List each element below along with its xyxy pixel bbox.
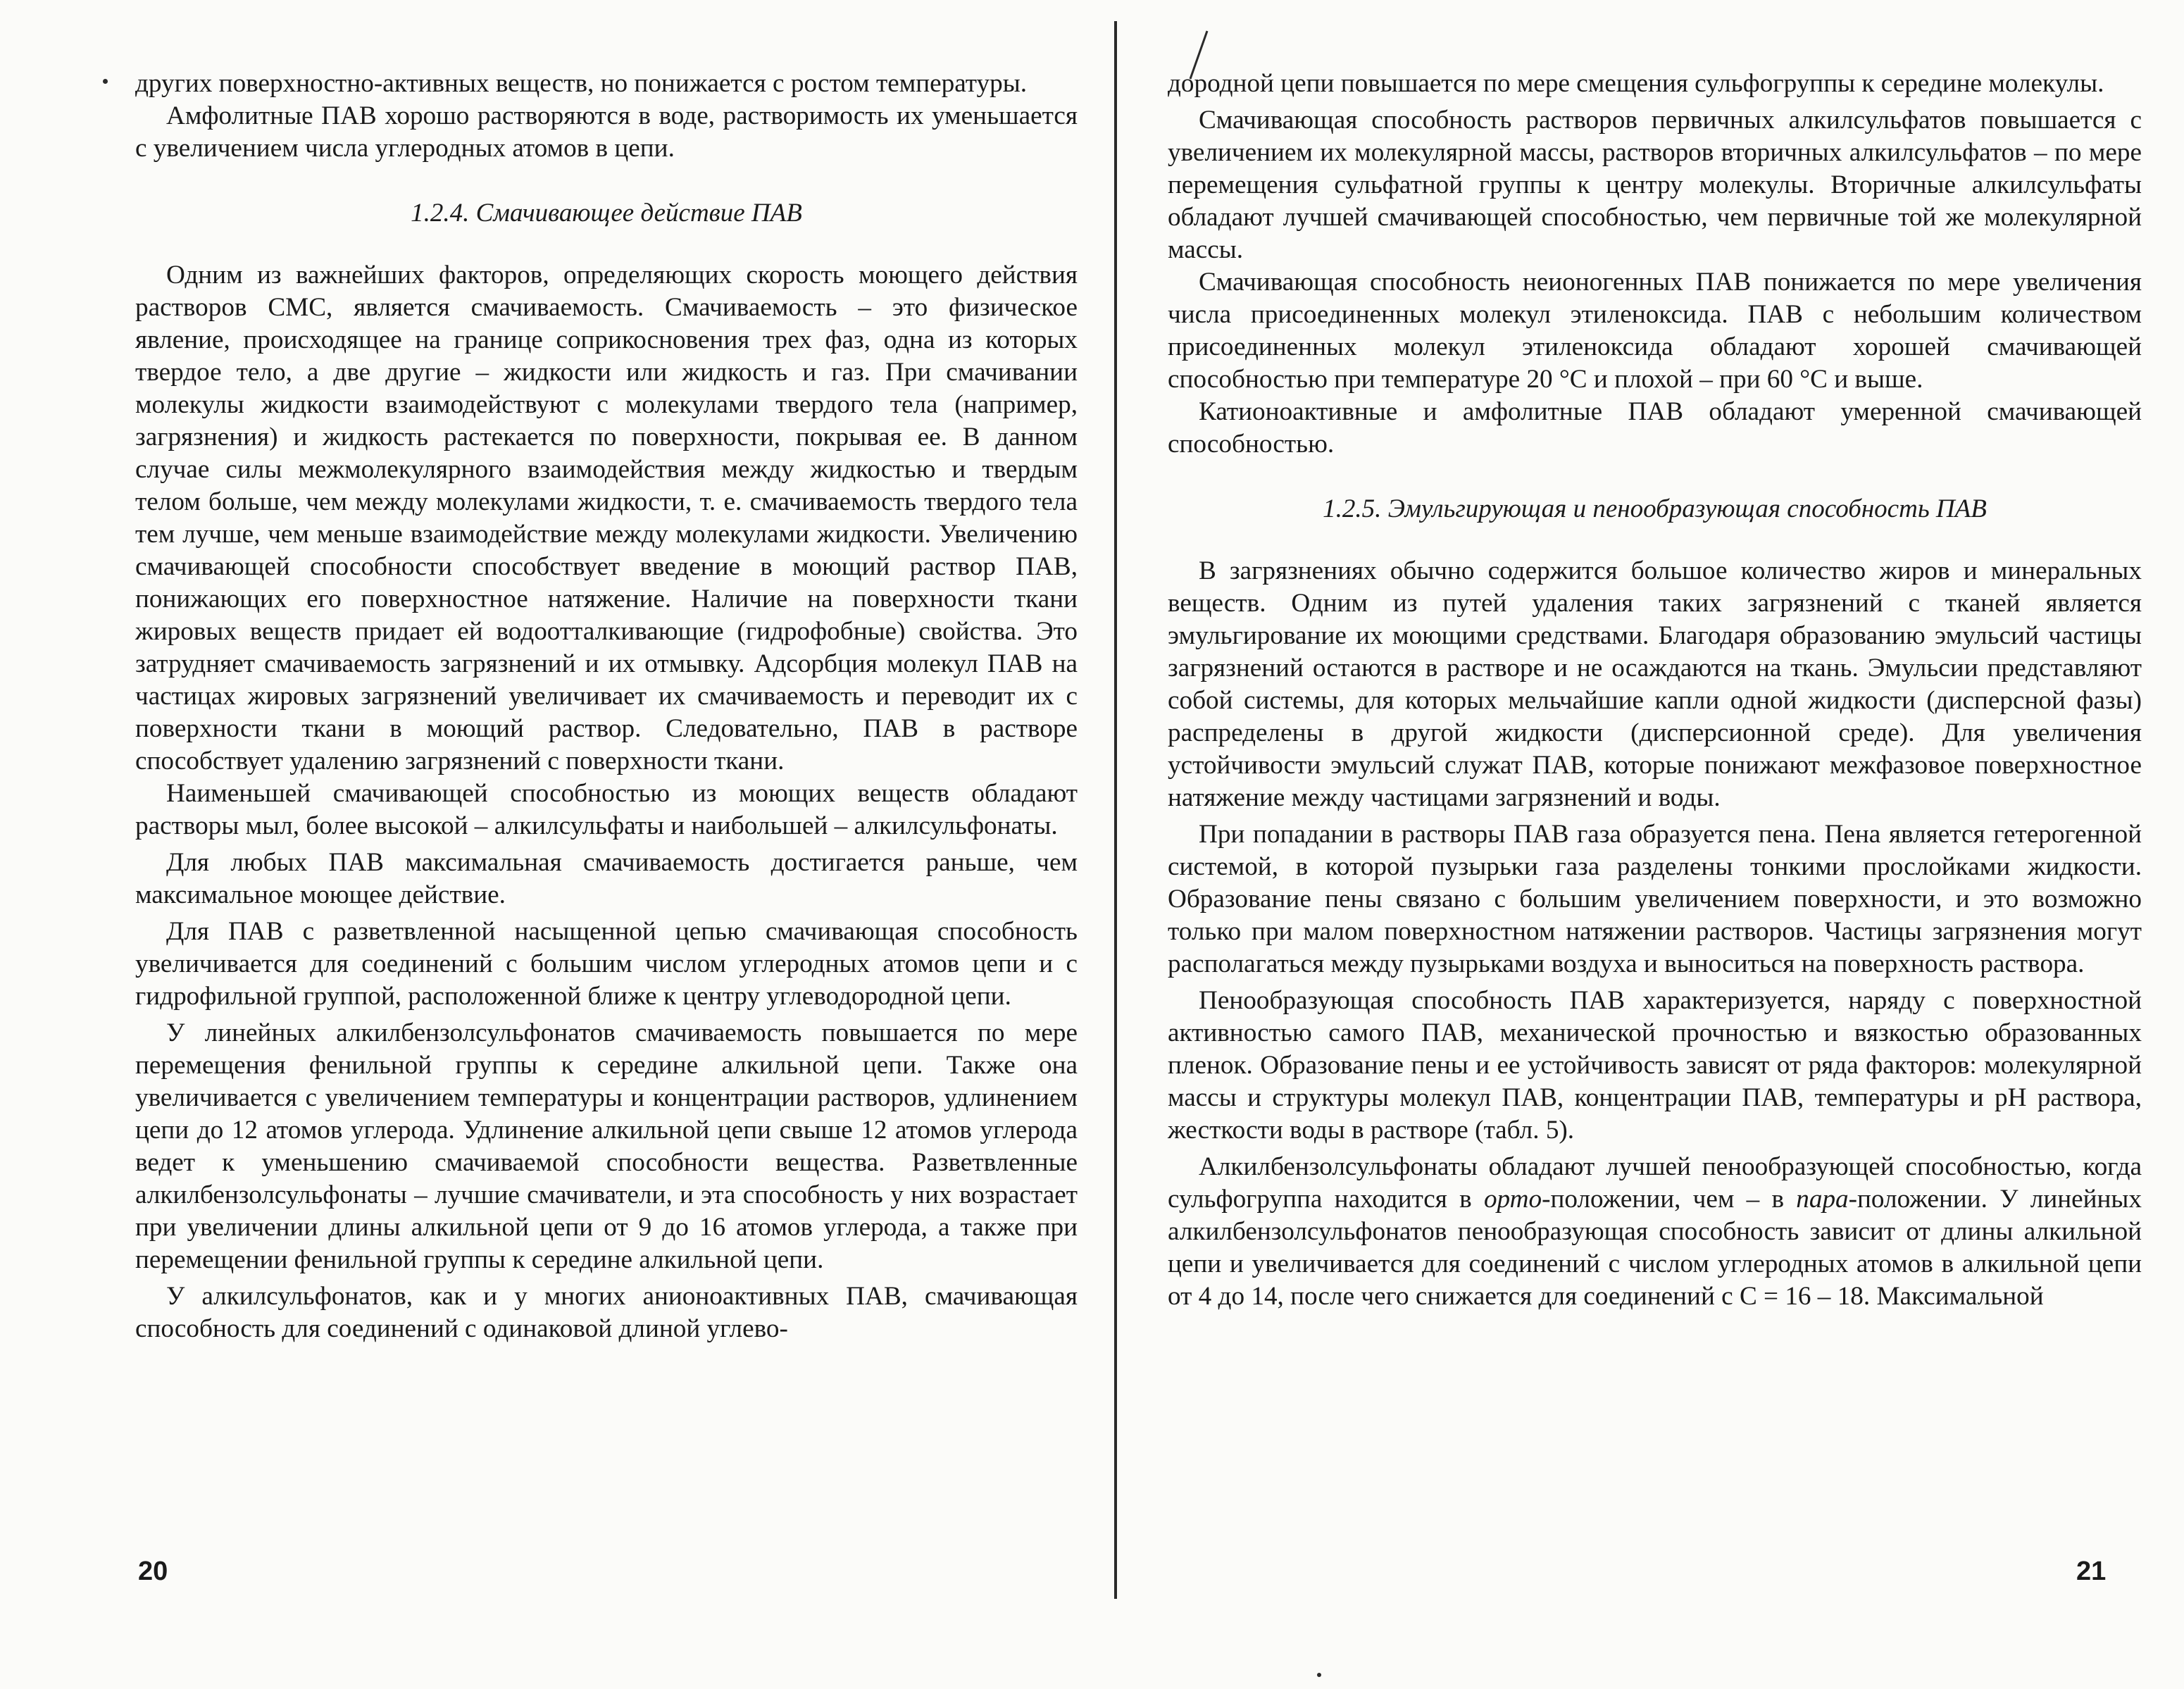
section-heading: 1.2.4. Смачивающее действие ПАВ	[411, 199, 802, 228]
right-page	[1127, 0, 2184, 1689]
text-run: -положении. У линейных алкилбензолсульфонатов пенообразующая способность зависит от длины алкильной цепи и увеличивается для соединений с числом углеродных атомов в алкильной цепи от 4 до 14, после чего снижается для соединений с C = 16 – 18. Максимальной	[1168, 1185, 2142, 1311]
paragraph: дородной цепи повышается по мере смещения сульфогруппы к середине молекулы.	[1168, 69, 2104, 98]
paragraph: других поверхностно-активных веществ, но понижается с ростом температуры.	[135, 69, 1028, 98]
paragraph: Одним из важнейших факторов, определяющих скорость моющего действия растворов СМС, является смачиваемость. Смачиваемость – это физическое явление, происходящее на границе соприкосновения трех фаз, одна из которых твердое тело, а две другие – жидкости или жидкость и газ. При смачивании молекулы жидкости взаимодействуют с молекулами твердого тела (например, загрязнения) и жидкость растекается по поверхности, покрывая ее. В данном случае силы межмолекулярного взаимодействия между жидкостью и твердым телом больше, чем между молекулами жидкости, т. е. смачиваемость твердого тела тем лучше, чем меньше взаимодействие между молекулами жидкости. Увеличению смачивающей способности способствует введение в моющий раствор ПАВ, понижающих его поверхностное натяжение. Наличие на поверхности ткани жировых веществ придает ей водоотталкивающие (гидрофобные) свойства. Это затрудняет смачиваемость загрязнений и их отмывку. Адсорбция молекул ПАВ на частицах жировых загрязнений увеличивает их смачиваемость и переводит их с поверхности ткани в моющий раствор. Следовательно, ПАВ в растворе способствует удалению загрязнений с поверхности ткани.	[135, 261, 1078, 775]
italic-term: орто	[1483, 1185, 1542, 1214]
paragraph: Для любых ПАВ максимальная смачиваемость достигается раньше, чем максимальное моющее действие.	[135, 848, 1078, 909]
paragraph: В загрязнениях обычно содержится большое количество жиров и минеральных веществ. Одним из путей удаления таких загрязнений с тканей является эмульгирование их моющими средствами. Благодаря образованию эмульсий частицы загрязнений остаются в растворе и не осаждаются на ткань. Эмульсии представляют собой системы, для которых мельчайшие капли одной жидкости (дисперсной фазы) распределены в другой жидкости (дисперсионной среде). Для увеличения устойчивости эмульсий служат ПАВ, которые понижают межфазовое поверхностное натяжение между частицами загрязнений и воды.	[1168, 556, 2142, 812]
page-number: 21	[2076, 1557, 2107, 1586]
left-page-text	[135, 68, 1078, 1345]
text-run: Алкилбензолсульфонаты обладают лучшей пенообразующей способностью, когда сульфогруппа находится в	[1168, 1152, 2142, 1214]
paragraph: Пенообразующая способность ПАВ характеризуется, наряду с поверхностной активностью самого ПАВ, механической прочностью и вязкостью образованных пленок. Образование пены и ее устойчивость зависят от ряда факторов: молекулярной массы и структуры молекул ПАВ, концентрации ПАВ, температуры и pH раствора, жесткости воды в растворе (табл. 5).	[1168, 986, 2142, 1145]
text-run: -положении, чем – в	[1542, 1185, 1797, 1214]
paragraph: Смачивающая способность неионогенных ПАВ понижается по мере увеличения числа присоединенных молекул этиленоксида. ПАВ с небольшим количеством присоединенных молекул этиленоксида обладают хорошей смачивающей способностью при температуре 20 °С и плохой – при 60 °С и выше.	[1168, 268, 2142, 394]
book-gutter	[1114, 21, 1117, 1599]
paragraph: У алкилсульфонатов, как и у многих анионоактивных ПАВ, смачивающая способность для соединений с одинаковой длиной углево-	[135, 1282, 1078, 1343]
scan-speck	[1317, 1673, 1321, 1677]
scan-speck	[103, 79, 108, 84]
paragraph: Смачивающая способность растворов первичных алкилсульфатов повышается с увеличением их молекулярной массы, растворов вторичных алкилсульфатов – по мере перемещения сульфатной группы к центру молекулы. Вторичные алкилсульфаты обладают лучшей смачивающей способностью, чем первичные той же молекулярной массы.	[1168, 106, 2142, 264]
paragraph: Наименьшей смачивающей способностью из моющих веществ обладают растворы мыл, более высокой – алкилсульфаты и наибольшей – алкилсульфонаты.	[135, 779, 1078, 840]
page-number: 20	[138, 1557, 168, 1586]
italic-term: пара	[1796, 1185, 1849, 1214]
paragraph: Катионоактивные и амфолитные ПАВ обладают умеренной смачивающей способностью.	[1168, 397, 2142, 459]
pen-stroke-mark	[1183, 28, 1211, 85]
right-page-text	[1168, 68, 2142, 1313]
paragraph: Амфолитные ПАВ хорошо растворяются в воде, растворимость их уменьшается с увеличением числа углеродных атомов в цепи.	[135, 101, 1078, 163]
paragraph: У линейных алкилбензолсульфонатов смачиваемость повышается по мере перемещения фенильной группы к середине алкильной цепи. Также она увеличивается с увеличением температуры и концентрации растворов, удлинением цепи до 12 атомов углерода. Удлинение алкильной цепи свыше 12 атомов углерода ведет к уменьшению смачиваемой способности вещества. Разветвленные алкилбензолсульфонаты – лучшие смачиватели, и эта способность у них возрастает при увеличении длины алкильной цепи от 9 до 16 атомов углерода, а также при перемещении фенильной группы к середине алкильной цепи.	[135, 1018, 1078, 1274]
paragraph	[1168, 1151, 2142, 1313]
section-heading: 1.2.5. Эмульгирующая и пенообразующая способность ПАВ	[1323, 494, 1987, 523]
paragraph: Для ПАВ с разветвленной насыщенной цепью смачивающая способность увеличивается для соединений с большим числом углеродных атомов цепи и с гидрофильной группой, расположенной ближе к центру углеводородной цепи.	[135, 917, 1078, 1011]
paragraph: При попадании в растворы ПАВ газа образуется пена. Пена является гетерогенной системой, в которой пузырьки газа разделены тонкими прослойками жидкости. Образование пены связано с большим увеличением поверхности, и это возможно только при малом поверхностном натяжении растворов. Частицы загрязнения могут располагаться между пузырьками воздуха и выноситься на поверхность раствора.	[1168, 820, 2142, 978]
